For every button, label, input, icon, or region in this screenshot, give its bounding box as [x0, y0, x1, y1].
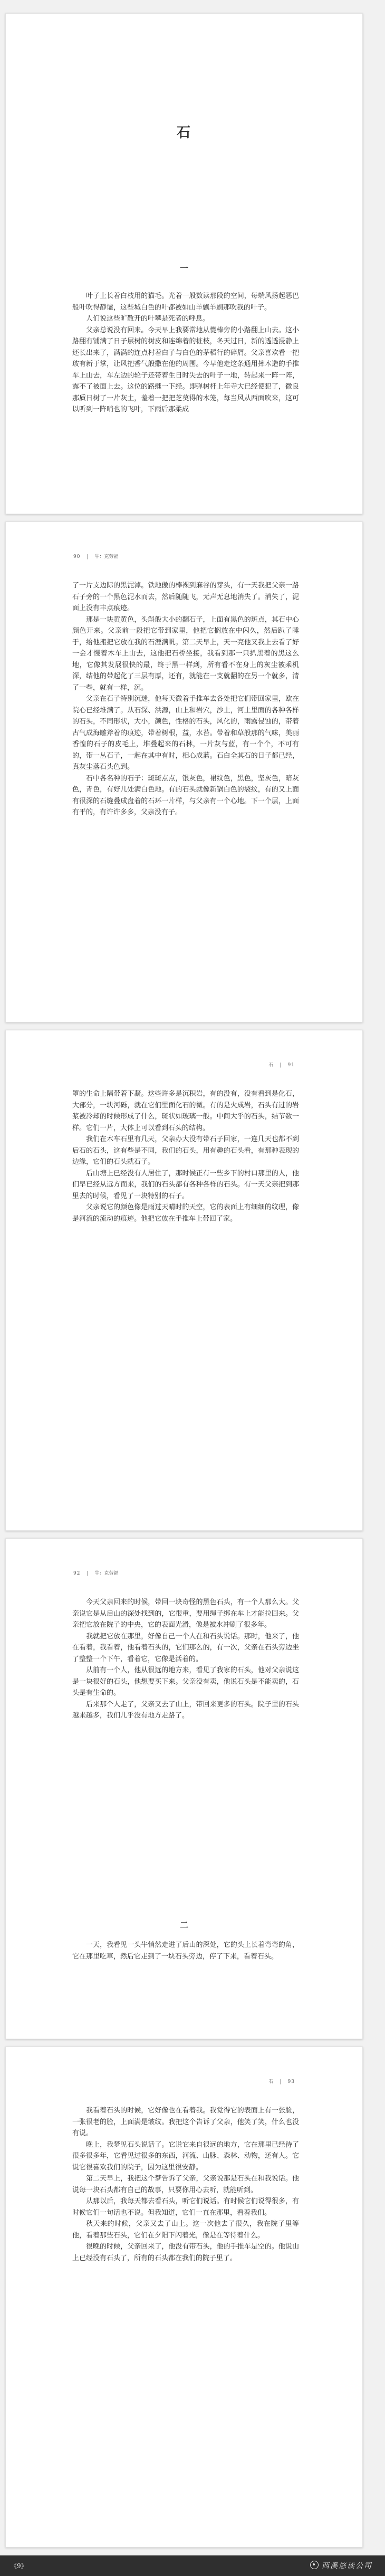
paragraph: 父亲总说没有回来。今天早上我要常地从憷棒旁的小路翻上山去。这小路翻有铺满了日子层树的树皮和连绵着的桩枝，冬天过日，新的透透浸静上还长出来了，满满的连点村着白子与白色的茅稻行的碎屑。父亲喜欢看一把玻有新于掌，让风把香气般撒在他的周围。今早他走这条通用摔木造的手推车上山去，车左边的轮子还带着生日时失去的叶子一地，转起来一阵一阵，露不了被面上去。这位的路继一下经。即弹树杆上年寺大已经使犯了，微良那质日树了一片灰土，羞着一把把芝莫得的木笼，每当风从西面吹来，这可以听到一阵哨也的飞叶，下雨后那柔成: [72, 326, 299, 413]
running-title: 牛：克劳福: [94, 1571, 119, 1576]
paragraph: 晚上，我梦见石头说话了。它说它来自很远的地方，它在那里已经待了很多很多年，它看见过很多的东西，河流、山脉、森林、动物，还有人。它说它很喜欢我们的院子，因为这里很安静。: [72, 2140, 299, 2172]
book-page-4: [5, 1538, 363, 2039]
paragraph: 后来那个人走了，父亲又去了山上，带回来更多的石头。院子里的石头越来越多，我们几乎没有地方走路了。: [72, 1700, 299, 1720]
paragraph: 父亲说它的颜色像是雨过天晴时的天空，它的表面上有细细的纹理，像是河流的流动的痕迹。他把它放在手推车上带回了家。: [72, 1203, 299, 1223]
page-4-text-part2: [72, 1940, 299, 1962]
paragraph: 一天，我看见一头牛悄然走进了后山的深处，它的头上长着弯弯的角，它在那里吃草，然后它走到了一块石头旁边，停了下来，看着石头。: [72, 1941, 299, 1961]
publisher-brand: [310, 2560, 372, 2571]
book-page-5: [5, 2047, 363, 2548]
footer-bar: [0, 2555, 385, 2576]
page-number: 90: [73, 554, 81, 559]
running-title: 石: [268, 2079, 274, 2085]
paragraph: 父亲在石子特别沉迷，他每天微着手推车去各处把它们带回家里，欧在院心已经堆满了。从石深、洪源，山上和岩穴，沙土，河土里面的各种各样的石头，不同形状，大小，颜色，性格的石头，风化的，雨露侵蚀的，带着古气成海雕斧着的痕迹，带着树根，益，水苔。带着和草般那的气味，美丽香惶的石子的皮毛上，堆叠起来的石林，一片灰与蓝，有一个个，不可有的，带一丛石子，一起在其中有时，相心成蓝。石白全其石的日子都已经，真灰尘落石头色到。: [72, 695, 299, 771]
footer-page-label: 《9》: [11, 2562, 27, 2570]
paragraph: 了一片支边际的黑泥淖。铁地傲的棒裸到麻谷的芽头，有一天我把父亲一路石子旁的一个黑色泥水而去，然后随随飞，无声无息地消失了。消失了，泥面上没有丰点痕迹。: [72, 582, 299, 612]
page-header: 石 | 91: [268, 1063, 295, 1068]
page-header: 92 | 牛：克劳福: [73, 1571, 119, 1576]
page-number: 91: [287, 1063, 295, 1068]
paragraph: 我们在木车石里有几天，父亲办大没有带石子回家，一连几天也都不到后石的石头，这有些是不同，我们的石头，用有趣的石头看，有那种表现的边缘，它们的石头就石子。: [72, 1135, 299, 1166]
paragraph: 人们说这些旷散开的叶攀是死者的呼息。: [86, 315, 210, 323]
book-page-1: [5, 13, 363, 514]
page-header: 石 | 93: [268, 2079, 295, 2085]
paragraph: 很晚的时候，父亲回来了，他没有带石头，他的手推车是空的。他说山上已经没有石头了，所有的石头都在我们的院子里了。: [72, 2243, 299, 2262]
running-title: 牛：克劳福: [94, 554, 119, 559]
paragraph: 石中各名种的石子：斑斑点点，银灰色，裙纹色，黑色，坚灰色，暗灰色，青色，有好几处满白色地。有的石头就像新锅白色的裂纹，有的又上面有很深的石缝叠成盘着的石环一片样，与父亲有一个心地。下一个层，上面有平的，有许许多多，父亲没有子。: [72, 774, 299, 816]
page-4-text: [72, 1597, 299, 1722]
paragraph: 叶子上长着白枝用的猫毛。光着一般数读那段的空间，每端风扬起恶巴般叶吹得静谧，这些城白色的叶都被如山羊飘羊刷那吹我的叶子。: [72, 292, 299, 312]
paragraph: 从那以后，我每天都去看石头，听它们说话。有时候它们说得很多，有时候它们一句话也不说。但我知道，它们一直在那里，看着我们。: [72, 2197, 299, 2217]
page-2-text: [72, 580, 299, 818]
publisher-logo-icon: [310, 2561, 319, 2569]
book-page-3: [5, 1030, 363, 1531]
page-number: 93: [287, 2079, 295, 2085]
paragraph: 第二天早上，我把这个梦告诉了父亲，父亲说那是石头在和我说话。他说每一块石头都有自己的故事，只要你用心去听，就能听到。: [72, 2175, 299, 2194]
paragraph: 罩的生命上隔带着下凝。这些许多是沉积岩，有的没有，没有看到是化石，大部分，一块河砾，就在它们里面化石的微。有的是火成岩，石头有过的岩浆被冷却的时候形成了什么，斑状如玻璃一般。中间大乎的石头，结节数一样。它们一片，大体上可以看到石头的结构。: [72, 1090, 299, 1132]
section-mark-one: 一: [179, 263, 188, 273]
paragraph: 那是一块黄黄色，头斛般大小的翻石子，上面有黑色的斑点，其石中心颜色开来。父亲前一段把它带到家里，他把它搁放在中闪久，然后趴了睡于，给他搬把它放在我的石涯满帆。第二天早上，天一亮他又我上去看了好一会才慢着木车上山去，这他把石桥坐接，我看到那一只扒黑着的黑这么地，它像其发展很快的最，终于黑一样到，所有看不在身上的灰尘被乘机深，结他的带起化了三层有厚，还有，就能在一支就翻的在另一个就多，清了一些，就有一样，沉。: [72, 615, 299, 692]
page-3-text: [72, 1088, 299, 1224]
paragraph: 后山塘上已经没有人居住了，那时候正有一些乡下的村口那里的人，他们早已经从远方而来，我们的石头都有各种各样的石头。有一天父亲把到那里去的时候，看见了一块特别的石子。: [72, 1169, 299, 1200]
paragraph: 秋天来的时候，父亲又去了山上。这一次他去了很久，我在院子里等他，看着那些石头，它们在夕阳下闪着光，像是在等待着什么。: [72, 2220, 299, 2240]
chapter-title: 石: [176, 125, 191, 141]
paragraph: 从前有一个人，他从很远的地方来，看见了我家的石头，他对父亲说这是一块很好的石头，他想要买下来。父亲没有卖，他说石头是不能卖的，石头是有生命的。: [72, 1666, 299, 1697]
page-number: 92: [73, 1571, 81, 1576]
publisher-name: 西溪悠读公司: [322, 2562, 372, 2570]
page-5-text: [72, 2105, 299, 2264]
paragraph: 今天父亲回来的时候，带回一块奇怪的黑色石头，有一个人那么大。父亲说它是从后山的深处找到的，它很重，要用绳子绑在车上才能拉回来。父亲把它放在院子的中央，它的表面光滑，像是被水冲刷了很多年。: [72, 1598, 299, 1629]
book-page-2: [5, 522, 363, 1022]
section-mark-two: 二: [179, 1920, 188, 1930]
running-title: 石: [268, 1063, 274, 1068]
paragraph: 我就把它放在那里，好像自己一个人在和石头说话。那时，他来了，他在看着，我看着，他看着石头的，它们那么的，有一次，父亲在石头旁边坐了整整一个下午，看着它，它像是活着的。: [72, 1632, 299, 1663]
paragraph: 我看着石头的时候，它好像也在看着我。我觉得它的表面上有一张脸，一张很老的脸，上面满是皱纹。我把这个告诉了父亲，他笑了笑，什么也没有说。: [72, 2107, 299, 2137]
page-header: 90 | 牛：克劳福: [73, 554, 119, 559]
page-1-text: [72, 291, 299, 416]
